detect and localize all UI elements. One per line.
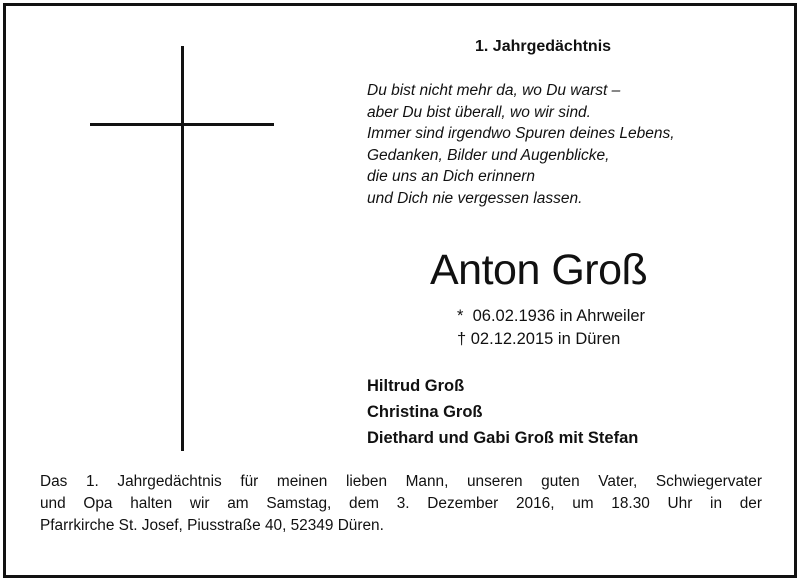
notice-line: Das 1. Jahrgedächtnis für meinen lieben Mann, unseren guten Vater, Schwiegervater <box>40 473 762 490</box>
poem-line: Du bist nicht mehr da, wo Du warst – <box>367 82 621 99</box>
poem-line: aber Du bist überall, wo wir sind. <box>367 103 591 121</box>
memorial-poem <box>367 80 675 209</box>
anniversary-title: 1. Jahrgedächtnis <box>475 38 612 55</box>
poem-line: die uns an Dich erinnern <box>367 168 536 185</box>
mourner-name: Hiltrud Groß <box>367 377 465 395</box>
poem-line: und Dich nie vergessen lassen. <box>367 189 583 207</box>
memorial-service-notice <box>40 471 762 537</box>
notice-line: Pfarrkirche St. Josef, Piusstraße 40, 52349 Düren. <box>40 517 384 534</box>
birth-date: * 06.02.1936 in Ahrweiler <box>457 307 646 325</box>
mourner-name: Christina Groß <box>367 403 483 421</box>
death-date: † 02.12.2015 in Düren <box>457 330 621 348</box>
deceased-name: Anton Groß <box>430 246 648 294</box>
poem-line: Immer sind irgendwo Spuren deines Lebens, <box>367 125 675 142</box>
cross-icon-horizontal-beam <box>90 123 274 126</box>
notice-line: und Opa halten wir am Samstag, dem 3. Dezember 2016, um 18.30 Uhr in der <box>40 495 762 512</box>
poem-line: Gedanken, Bilder und Augenblicke, <box>367 146 610 164</box>
life-dates <box>457 305 645 351</box>
mourners-list <box>367 373 638 451</box>
mourner-name: Diethard und Gabi Groß mit Stefan <box>367 429 639 447</box>
cross-icon-vertical-beam <box>181 46 184 451</box>
